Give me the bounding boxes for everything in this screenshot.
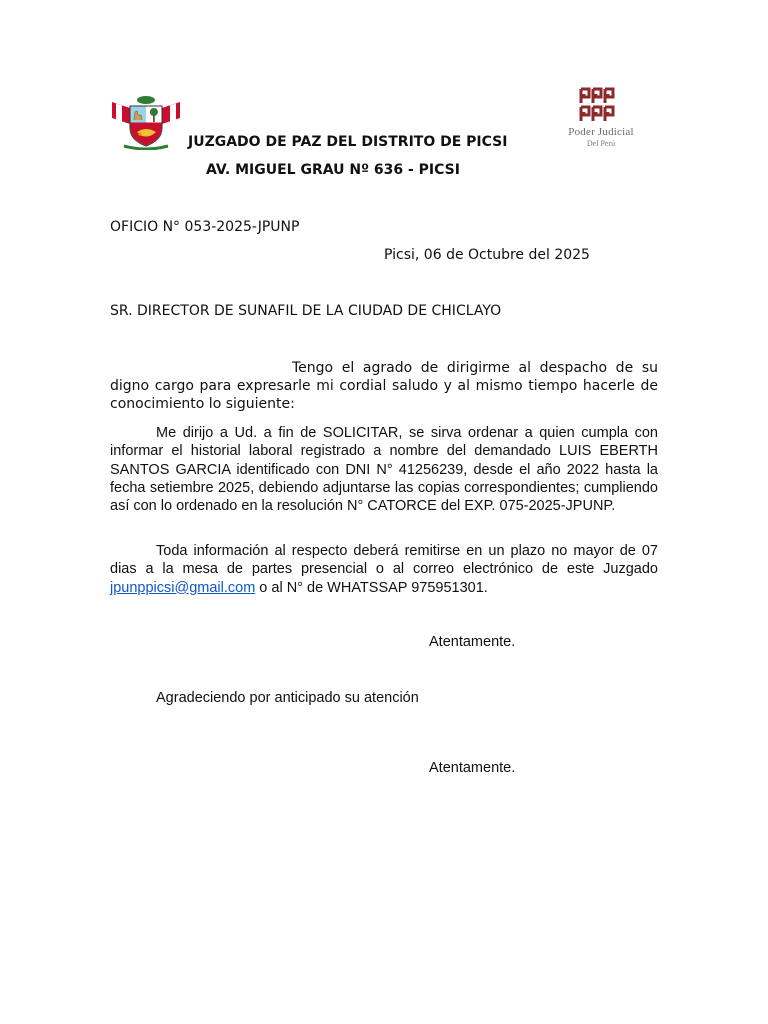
paragraph-deadline-tail: o al N° de WHATSSAP 975951301.: [255, 579, 488, 596]
thanks-line: Agradeciendo por anticipado su atención: [156, 690, 419, 706]
logo-country: Del Perú: [586, 139, 616, 148]
paragraph-request-text: Me dirijo a Ud. a fin de SOLICITAR, se sirva ordenar a quien cumpla con informar el historial laboral registrado a nombre del demandado LUIS EBERTH SANTOS GARCIA identificado con DNI N° 41256239, desde el año 2022 hasta la fecha setiembre 2025, debiendo adjuntarse las copias correspondientes; cumpliendo así con lo ordenado en la resolución N° CATORCE del EXP. 075-2025-JPUNP.: [110, 425, 658, 515]
recipient: SR. DIRECTOR DE SUNAFIL DE LA CIUDAD DE CHICLAYO: [110, 303, 502, 319]
paragraph-greeting-text: Tengo el agrado de dirigirme al despacho de su digno cargo para expresarle mi cordial saludo y al mismo tiempo hacerle de conocimiento lo siguiente:: [110, 360, 658, 412]
closing-first: Atentamente.: [429, 634, 516, 650]
paragraph-greeting: [110, 359, 658, 413]
paragraph-request: [110, 424, 658, 515]
court-address: AV. MIGUEL GRAU Nº 636 - PICSI: [206, 162, 460, 178]
place-date: Picsi, 06 de Octubre del 2025: [384, 247, 590, 263]
paragraph-deadline: [110, 542, 658, 597]
closing-second: Atentamente.: [429, 760, 516, 776]
logo-name: Poder Judicial: [568, 126, 634, 138]
letter-reference: OFICIO N° 053-2025-JPUNP: [110, 219, 300, 235]
court-name: JUZGADO DE PAZ DEL DISTRITO DE PICSI: [188, 134, 508, 150]
poder-judicial-logo-icon: [552, 86, 650, 152]
paragraph-deadline-text: Toda información al respecto deberá remitirse en un plazo no mayor de 07 dias a la mesa de partes presencial o al correo electrónico de este Juzgado: [110, 543, 658, 578]
email-link[interactable]: jpunppicsi@gmail.com: [110, 579, 256, 596]
peru-coat-of-arms-icon: [108, 94, 184, 150]
